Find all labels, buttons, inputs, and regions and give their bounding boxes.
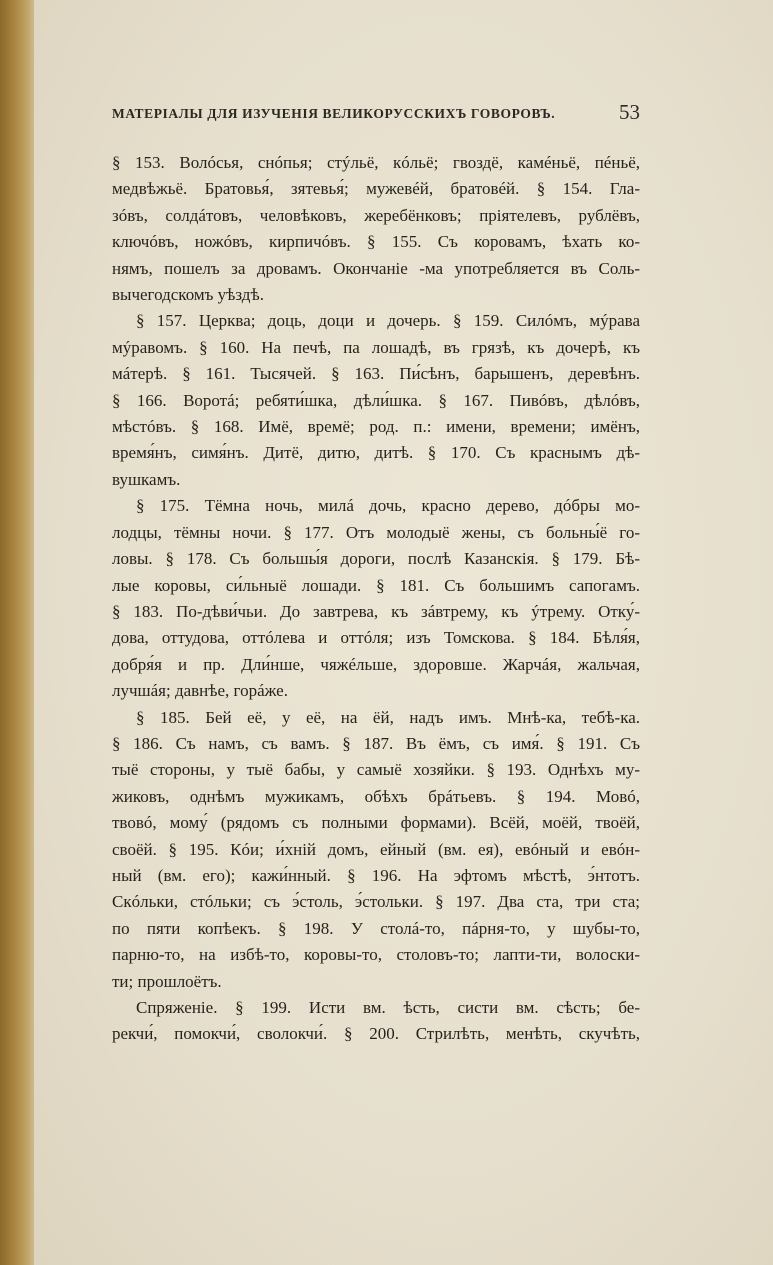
text-line: мáтерѣ. § 161. Тысячей. § 163. Пи́сѣнъ, барышенъ, деревѣнъ. — [112, 364, 640, 384]
text-line: § 183. По-дѣви́чьи. До завтрева, къ зáвтрему, къ ýтрему. Отку́- — [112, 601, 640, 621]
text-line: ный (вм. его); кажи́нный. § 196. На эфтомъ мѣстѣ, э́нтотъ. — [112, 865, 640, 885]
text-line: своёй. § 195. Кóи; и́хній домъ, ейный (вм. ея), евóный и евóн- — [112, 839, 640, 859]
text-line: § 185. Бей её, у её, на ёй, надъ имъ. Мнѣ-ка, тебѣ-ка. — [136, 707, 640, 727]
page-header — [112, 100, 640, 130]
text-line: добря́я и пр. Дли́нше, чяжéльше, здоровше. Жарчáя, жальчая, — [112, 654, 640, 674]
text-line: рекчи́, помокчи́, сволокчи́. § 200. Стрилѣть, менѣть, скучѣть, — [112, 1024, 640, 1044]
text-line: тыё стороны, у тыё бабы, у самыё хозяйки. § 193. Однѣхъ му- — [112, 760, 640, 780]
text-line: вычегодскомъ уѣздѣ. — [112, 285, 264, 305]
text-line: § 186. Съ намъ, съ вамъ. § 187. Въ ёмъ, съ имя́. § 191. Съ — [112, 733, 640, 753]
text-line: ловы. § 178. Съ большы́я дороги, послѣ Казанскія. § 179. Бѣ- — [112, 549, 640, 569]
page-number: 53 — [619, 100, 640, 124]
text-line: Скóльки, стóльки; съ э́столь, э́стольки. § 197. Два ста, три ста; — [112, 892, 640, 912]
text-line: § 175. Тёмна ночь, милá дочь, красно дерево, дóбры мо- — [136, 496, 640, 516]
text-line: лодцы, тёмны ночи. § 177. Отъ молодыё жены, съ больны́ё го- — [112, 522, 640, 542]
body-text — [112, 150, 640, 1048]
text-line: § 166. Воротá; ребяти́шка, дѣли́шка. § 167. Пивóвъ, дѣлóвъ, — [112, 390, 640, 410]
text-line: лучшáя; давнѣе, горáже. — [112, 681, 288, 701]
text-line: по пяти копѣекъ. § 198. У столá-то, пáрня-то, у шубы-то, — [112, 918, 640, 938]
text-line: вушкамъ. — [112, 469, 181, 489]
text-line: медвѣжьё. Братовья́, зятевья́; мужевéй, братовéй. § 154. Гла- — [112, 179, 640, 199]
text-line: ти; прошлоётъ. — [112, 971, 222, 991]
text-line: лые коровы, си́льныё лошади. § 181. Съ большимъ сапогамъ. — [112, 575, 640, 595]
text-line: время́нъ, симя́нъ. Дитё, дитю, дитѣ. § 170. Съ краснымъ дѣ- — [112, 443, 640, 463]
text-line: парню-то, на избѣ-то, коровы-то, столовъ-то; лапти-ти, волоски- — [112, 945, 640, 965]
text-line: ключóвъ, ножóвъ, кирпичóвъ. § 155. Съ коровамъ, ѣхать ко- — [112, 232, 640, 252]
text-line: зóвъ, солдáтовъ, человѣковъ, жеребёнковъ; пріятелевъ, рублёвъ, — [112, 205, 640, 225]
text-line: Спряженіе. § 199. Исти вм. ѣсть, систи вм. сѣсть; бе- — [136, 998, 640, 1017]
text-line: мѣстóвъ. § 168. Имё, времё; род. п.: имени, времени; имёнъ, — [112, 417, 640, 437]
text-line: жиковъ, однѣмъ мужикамъ, обѣхъ брáтьевъ. § 194. Мовó, — [112, 786, 640, 806]
running-title: МАТЕРІАЛЫ ДЛЯ ИЗУЧЕНІЯ ВЕЛИКОРУССКИХЪ ГОВОРОВЪ. — [112, 106, 556, 121]
text-line: дова, оттудова, оттóлева и оттóля; изъ Томскова. § 184. Бѣля́я, — [112, 628, 640, 648]
text-line: мýравомъ. § 160. На печѣ, па лошадѣ, въ грязѣ, къ дочерѣ, къ — [112, 337, 640, 357]
text-line: § 153. Волóсья, снóпья; стýльё, кóльё; гвоздё, камéньё, пéньё, — [112, 153, 640, 172]
text-line: твовó, мому́ (рядомъ съ полными формами). Всёй, моёй, твоёй, — [112, 813, 640, 833]
text-line: нямъ, пошелъ за дровамъ. Окончаніе -ма употребляется въ Соль- — [112, 258, 640, 278]
text-line: § 157. Церква; доць, доци и дочерь. § 159. Силóмъ, мýрава — [136, 311, 640, 331]
